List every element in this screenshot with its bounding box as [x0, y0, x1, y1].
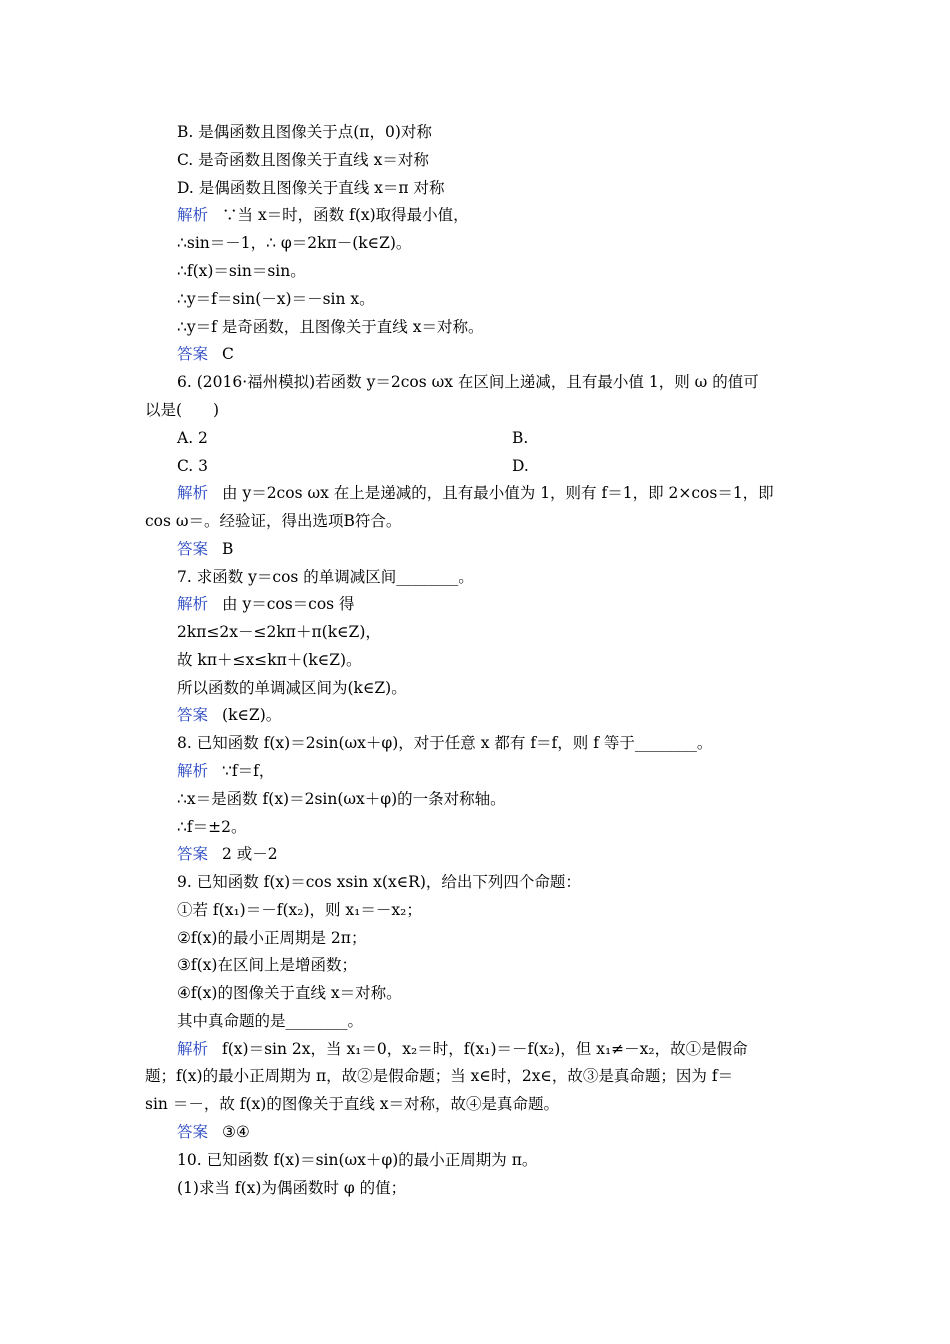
text-line: ∴y＝f＝sin(－x)＝－sin x。 [177, 290, 375, 308]
text-line: 答案 2 或－2 [177, 845, 278, 863]
text-line: 解析 ∵当 x＝时，函数 f(x)取得最小值， [177, 206, 469, 224]
text-line: 答案 ③④ [177, 1123, 250, 1141]
text-line: B. 是偶函数且图像关于点(π，0)对称 [177, 123, 432, 141]
option-row: C. 3 D. [177, 457, 529, 475]
answer-label: 答案 [177, 1123, 209, 1141]
option-d: D. [512, 457, 529, 475]
text-line: 故 kπ＋≤x≤kπ＋(k∈Z)。 [177, 651, 362, 669]
text-line: 解析 f(x)＝sin 2x，当 x₁＝0，x₂＝时，f(x₁)＝－f(x₂)，但 x₁≠－x₂，故①是假命 [177, 1040, 748, 1058]
analysis-label: 解析 [177, 206, 209, 224]
answer-label: 答案 [177, 345, 209, 363]
text-line: ①若 f(x₁)＝－f(x₂)，则 x₁＝－x₂； [177, 901, 422, 919]
text-line: D. 是偶函数且图像关于直线 x＝π 对称 [177, 179, 445, 197]
question-6: 6. (2016·福州模拟)若函数 y＝2cos ωx 在区间上递减，且有最小值 1，则 ω 的值可 [177, 373, 759, 391]
text-line: ∴x＝是函数 f(x)＝2sin(ωx＋φ)的一条对称轴。 [177, 790, 506, 808]
text-line: ∴f＝±2。 [177, 818, 247, 836]
text-line: ②f(x)的最小正周期是 2π； [177, 929, 367, 947]
question-7: 7. 求函数 y＝cos 的单调减区间________。 [177, 568, 474, 586]
answer-label: 答案 [177, 845, 209, 863]
text-line: 解析 ∵f＝f， [177, 762, 275, 780]
text-line: ∴y＝f 是奇函数，且图像关于直线 x＝对称。 [177, 318, 484, 336]
text-line: (1)求当 f(x)为偶函数时 φ 的值； [177, 1179, 407, 1197]
option-b: B. [512, 429, 529, 447]
text-line: sin ＝－，故 f(x)的图像关于直线 x＝对称，故④是真命题。 [145, 1095, 559, 1113]
text-line: 解析 由 y＝2cos ωx 在上是递减的，且有最小值为 1，则有 f＝1，即 2×cos＝1，即 [177, 484, 774, 502]
answer-label: 答案 [177, 706, 209, 724]
option-row: A. 2 B. [177, 429, 529, 447]
text-line: 答案 (k∈Z)。 [177, 706, 282, 724]
analysis-label: 解析 [177, 484, 209, 502]
text-line: ④f(x)的图像关于直线 x＝对称。 [177, 984, 402, 1002]
question-9: 9. 已知函数 f(x)＝cos xsin x(x∈R)，给出下列四个命题： [177, 873, 581, 891]
analysis-label: 解析 [177, 1040, 209, 1058]
question-10: 10. 已知函数 f(x)＝sin(ωx＋φ)的最小正周期为 π。 [177, 1151, 538, 1169]
text-line: C. 是奇函数且图像关于直线 x＝对称 [177, 151, 429, 169]
answer-label: 答案 [177, 540, 209, 558]
text-line: 2kπ≤2x－≤2kπ＋π(k∈Z)， [177, 623, 381, 641]
question-8: 8. 已知函数 f(x)＝2sin(ωx＋φ)，对于任意 x 都有 f＝f，则 f 等于________。 [177, 734, 713, 752]
analysis-label: 解析 [177, 762, 209, 780]
text-line: 所以函数的单调减区间为(k∈Z)。 [177, 679, 407, 697]
text-line: 答案 C [177, 345, 234, 363]
text-line: 以是( ) [145, 401, 220, 419]
text-line: ∴sin＝－1，∴ φ＝2kπ－(k∈Z)。 [177, 234, 412, 252]
text-line: 其中真命题的是________。 [177, 1012, 364, 1030]
text-line: 答案 B [177, 540, 234, 558]
text-line: 题；f(x)的最小正周期为 π，故②是假命题；当 x∈时，2x∈，故③是真命题；因为 f＝ [145, 1067, 734, 1085]
analysis-label: 解析 [177, 595, 209, 613]
text-line: ③f(x)在区间上是增函数； [177, 956, 357, 974]
text-line: 解析 由 y＝cos＝cos 得 [177, 595, 355, 613]
text-line: ∴f(x)＝sin＝sin。 [177, 262, 306, 280]
text-line: cos ω＝。经验证，得出选项B符合。 [145, 512, 402, 530]
